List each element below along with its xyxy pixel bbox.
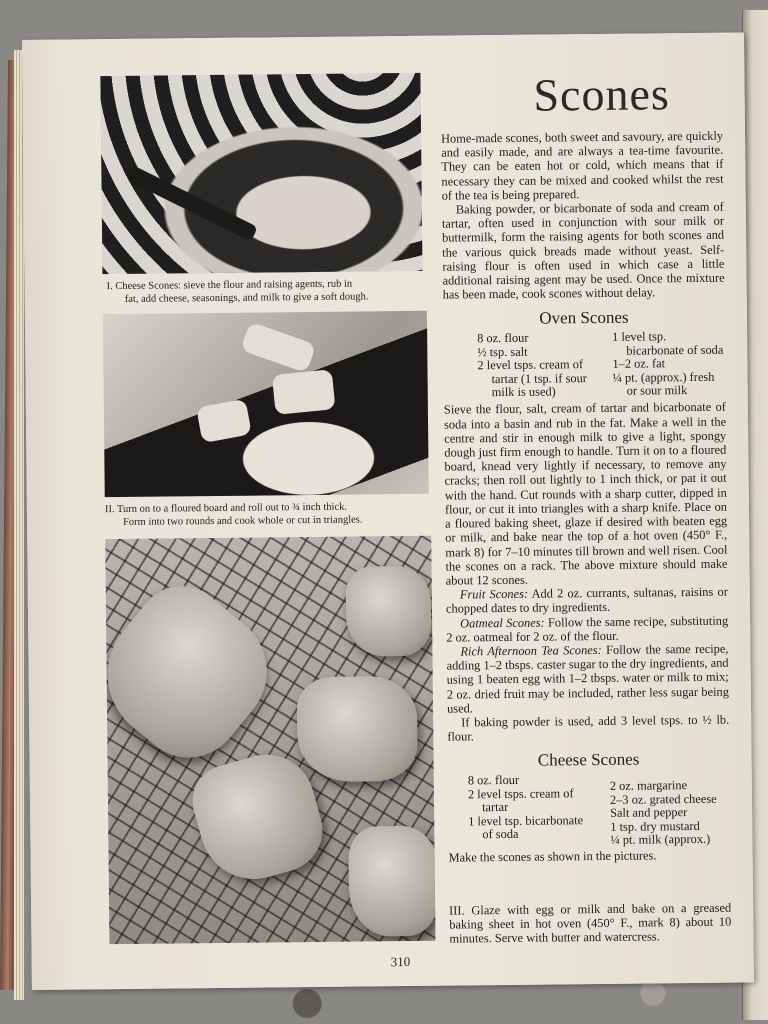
knife-shape — [125, 165, 258, 242]
scone-baked — [346, 566, 432, 657]
variation-text: Follow the same recipe, substituting 2 oz. oatmeal for 2 oz. of the flour. — [446, 613, 729, 645]
variation-rich-tea — [446, 642, 729, 716]
ingredient: 1–2 oz. fat — [612, 356, 666, 372]
page-edge-stack — [14, 50, 24, 1000]
ingredient: ¼ pt. (approx.) fresh or sour milk — [612, 369, 715, 398]
oven-ingredients-left — [463, 332, 591, 400]
oven-scones-title: Oven Scones — [539, 308, 629, 329]
recipe-text-column — [440, 63, 730, 865]
ingredient: Salt and pepper — [610, 805, 688, 821]
baking-powder-note: If baking powder is used, add 3 level tsps. to ½ lb. flour. — [447, 712, 730, 744]
cheese-scones-ingredients — [448, 772, 731, 849]
cheese-ingredients-left — [454, 773, 589, 848]
variation-name: Rich Afternoon Tea Scones: — [460, 642, 602, 659]
scone-baked — [297, 676, 418, 782]
photo-caption-2 — [105, 500, 435, 529]
scone-baked — [105, 568, 291, 779]
photo-caption-1 — [107, 277, 427, 306]
ingredient: 2–3 oz. grated cheese — [609, 791, 717, 807]
page-number: 310 — [390, 953, 411, 970]
ingredient: 1 level tsp. bicarbonate of soda — [612, 329, 724, 358]
variation-text: Add 2 oz. currants, sultanas, raisins or chopped dates to dry ingredients. — [445, 584, 728, 616]
oven-scones-method: Sieve the flour, salt, cream of tartar and bicarbonate of soda into a basin and rub in the fat. Make a well in the centre and stir in enough milk to give a light, spongy dough just firm enough to handle. Turn it on to a floured board, knead very lightly if necessary, to remove any cracks; then roll out lightly to 1 inch thick, or pat it out with the hand. Cut rounds with a sharp cutter, dipped in flour, or cut it into triangles with a sharp knife. Place on a floured baking sheet, glaze if desired with beaten egg or milk, and bake near the top of a hot oven (450° F., mark 8) for 7–10 minutes till brown and well risen. Cool the scones on a rack. The above mixture should make about 12 scones. — [443, 400, 728, 588]
ingredient: ¼ pt. milk (approx.) — [610, 831, 711, 847]
variation-name: Fruit Scones: — [459, 586, 529, 602]
cheese-ingredients-right — [596, 772, 731, 847]
variation-text: Follow the same recipe, adding 1–2 tbsps. caster sugar to the dry ingredients, and using 1 beaten egg with 1–2 tbsps. water or milk to mix; 2 oz. dried fruit may be included, rather less sugar being used. — [446, 641, 729, 716]
oven-ingredients-right — [598, 330, 726, 398]
caption-1-line-1: I. Cheese Scones: sieve the flour and raising agents, rub in — [106, 278, 353, 293]
scone-baked — [348, 826, 435, 937]
scone-triangle — [196, 399, 252, 444]
oven-scones-ingredients — [443, 330, 726, 400]
page-title: Scones — [533, 68, 671, 121]
ingredient: 1 tsp. dry mustard — [610, 818, 700, 834]
ingredient: 2 level tsps. cream of tartar — [467, 786, 574, 815]
intro-paragraph-2: Baking powder, or bicarbonate of soda and cream of tartar, often used in conjunction with sour milk or buttermilk, form the raising agents for both scones and the various quick breads made without yeast. Self-raising flour is often used in which case a little additional raising agent may be used. Once the mixture has been made, cook scones without delay. — [441, 199, 725, 302]
photo-cutting-scones — [103, 311, 429, 497]
caption-1-line-2: fat, add cheese, seasonings, and milk to give a soft dough. — [124, 291, 369, 305]
ingredient: 2 oz. margarine — [609, 778, 688, 794]
ingredient: 8 oz. flour — [477, 331, 529, 346]
variation-oatmeal — [446, 613, 728, 644]
caption-2-line-2: Form into two rounds and cook whole or cut in triangles. — [123, 514, 363, 528]
cheese-scones-title: Cheese Scones — [537, 749, 640, 770]
variation-fruit — [446, 585, 728, 616]
scone-dough — [272, 369, 336, 415]
photo-scones-on-rack — [105, 536, 435, 944]
variation-name: Oatmeal Scones: — [460, 615, 545, 630]
photo-caption-3: III. Glaze with egg or milk and bake on a greased baking sheet in hot oven (450° F., mark 8) about 10 minutes. Serve with butter and watercress. — [449, 900, 732, 946]
cheese-scones-method: Make the scones as shown in the pictures. — [448, 848, 657, 865]
ingredient: 8 oz. flour — [467, 773, 520, 788]
scone-dough — [240, 322, 316, 374]
cookbook-page — [22, 32, 754, 990]
ingredient: 2 level tsps. cream of tartar (1 tsp. if sour milk is used) — [477, 357, 587, 400]
ingredient: ½ tsp. salt — [477, 344, 528, 360]
intro-paragraph-1: Home-made scones, both sweet and savoury, are quickly and easily made, and are always a tea-time favourite. They can be eaten hot or cold, which means that if necessary they can be mixed and cooked whilst the rest of the tea is being prepared. — [440, 128, 724, 203]
caption-2-line-1: II. Turn on to a floured board and roll out to ¾ inch thick. — [104, 501, 348, 516]
photo-mixing-bowl — [100, 73, 422, 274]
ingredient: 1 level tsp. bicarbonate of soda — [468, 812, 584, 842]
